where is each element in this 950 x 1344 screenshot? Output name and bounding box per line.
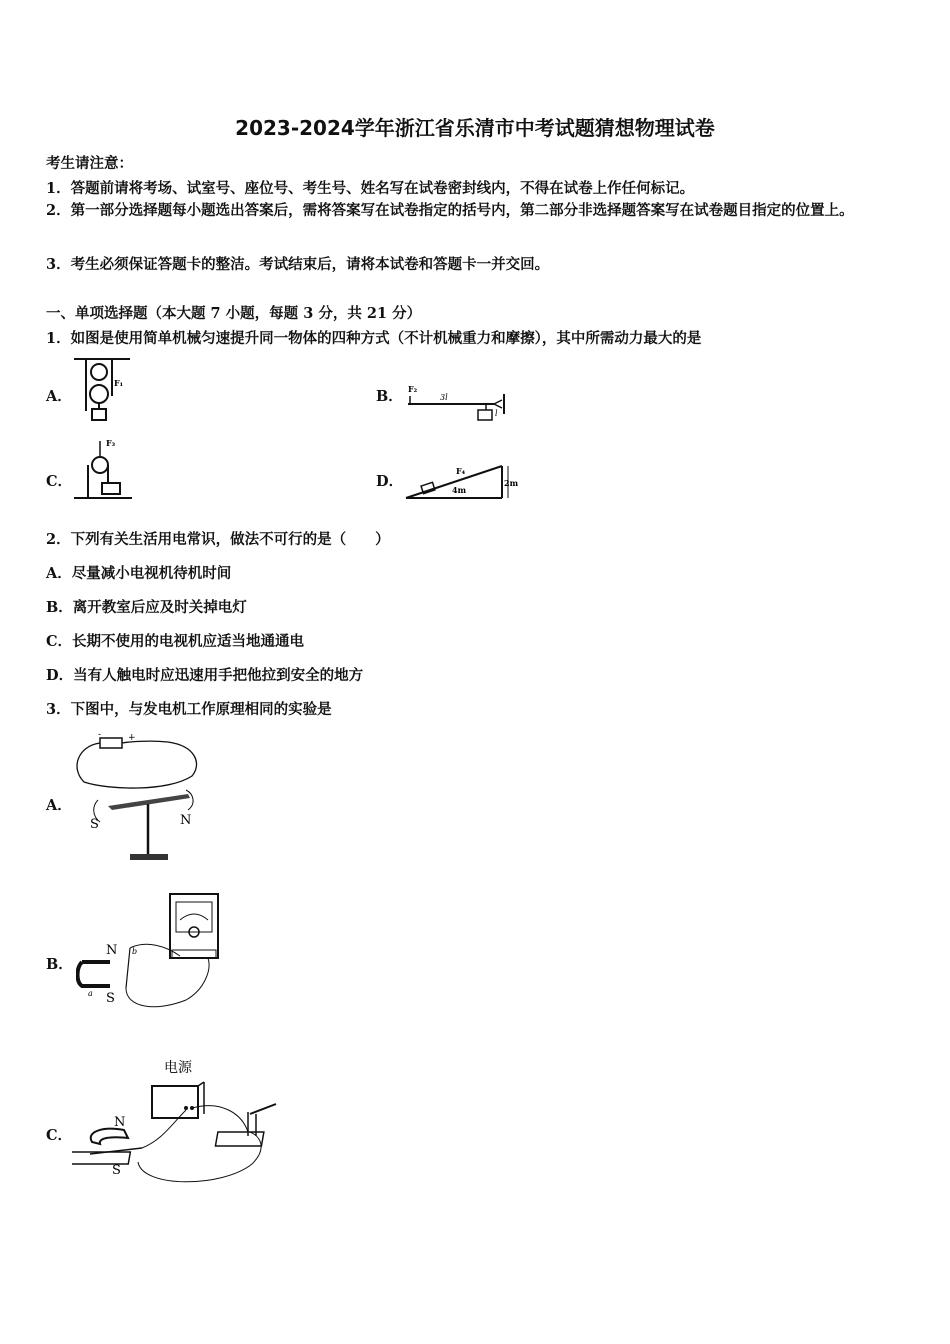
- label-a: a: [88, 989, 93, 998]
- q2-option-c: C．长期不使用的电视机应适当地通通电: [46, 633, 305, 650]
- q2-option-d: D．当有人触电时应迅速用手把他拉到安全的地方: [46, 667, 364, 684]
- q1-option-c: C．: [46, 473, 73, 490]
- q1-figure-c-pulley: [72, 437, 134, 503]
- notice-item-1: 1．答题前请将考场、试室号、座位号、考生号、姓名写在试卷密封线内，不得在试卷上作任何标记。: [46, 180, 695, 197]
- section-heading: 一、单项选择题（本大题 7 小题，每题 3 分，共 21 分）: [46, 305, 422, 322]
- q3-stem: 3．下图中，与发电机工作原理相同的实验是: [46, 701, 332, 718]
- label-3l: 3l: [440, 393, 448, 402]
- q3-figure-b-induction: [76, 890, 226, 1014]
- label-n: N: [180, 813, 192, 828]
- label-c-n: N: [114, 1115, 126, 1130]
- q1-option-b: B．: [376, 388, 403, 405]
- label-2m: 2m: [504, 478, 518, 488]
- label-b: b: [132, 947, 138, 956]
- q3-option-a: A．: [46, 797, 72, 814]
- page-title: 2023-2024学年浙江省乐清市中考试题猜想物理试卷: [235, 116, 715, 140]
- notice-item-3: 3．考生必须保证答题卡的整洁。考试结束后，请将本试卷和答题卡一并交回。: [46, 256, 550, 273]
- label-l: l: [495, 409, 498, 418]
- label-c-s: S: [112, 1163, 121, 1178]
- q1-figure-d-incline: [404, 462, 518, 502]
- q3-figure-c-motor: [72, 1052, 287, 1192]
- q1-figure-a-pulley: [72, 356, 134, 424]
- q1-option-a: A．: [46, 388, 72, 405]
- label-f4: F₄: [456, 466, 466, 476]
- q3-option-c: C．: [46, 1127, 73, 1144]
- label-f2: F₂: [408, 384, 418, 394]
- q1-stem: 1．如图是使用简单机械匀速提升同一物体的四种方式（不计机械重力和摩擦），其中所需动力最大的是: [46, 330, 702, 347]
- label-4m: 4m: [452, 485, 467, 495]
- q2-option-b: B．离开教室后应及时关掉电灯: [46, 599, 247, 616]
- label-s: S: [90, 817, 99, 832]
- label-b-n: N: [106, 943, 118, 958]
- notice-item-2: 2．第一部分选择题每小题选出答案后，需将答案写在试卷指定的括号内，第二部分非选择题答案写在试卷题目指定的位置上。: [46, 202, 854, 219]
- q2-option-a: A．尽量减小电视机待机时间: [46, 565, 232, 582]
- label-plus: +: [128, 733, 136, 743]
- label-power: 电源: [164, 1060, 192, 1076]
- label-f1: F₁: [114, 378, 124, 388]
- label-b-s: S: [106, 991, 115, 1006]
- notice-heading: 考生请注意：: [46, 155, 133, 172]
- label-minus: -: [98, 730, 102, 740]
- label-f3: F₃: [106, 438, 116, 448]
- q2-stem: 2．下列有关生活用电常识，做法不可行的是（ ）: [46, 531, 390, 548]
- q3-figure-a-oersted: [68, 728, 208, 870]
- q1-figure-b-lever: [402, 380, 514, 424]
- q1-option-d: D．: [376, 473, 404, 490]
- q3-option-b: B．: [46, 956, 73, 973]
